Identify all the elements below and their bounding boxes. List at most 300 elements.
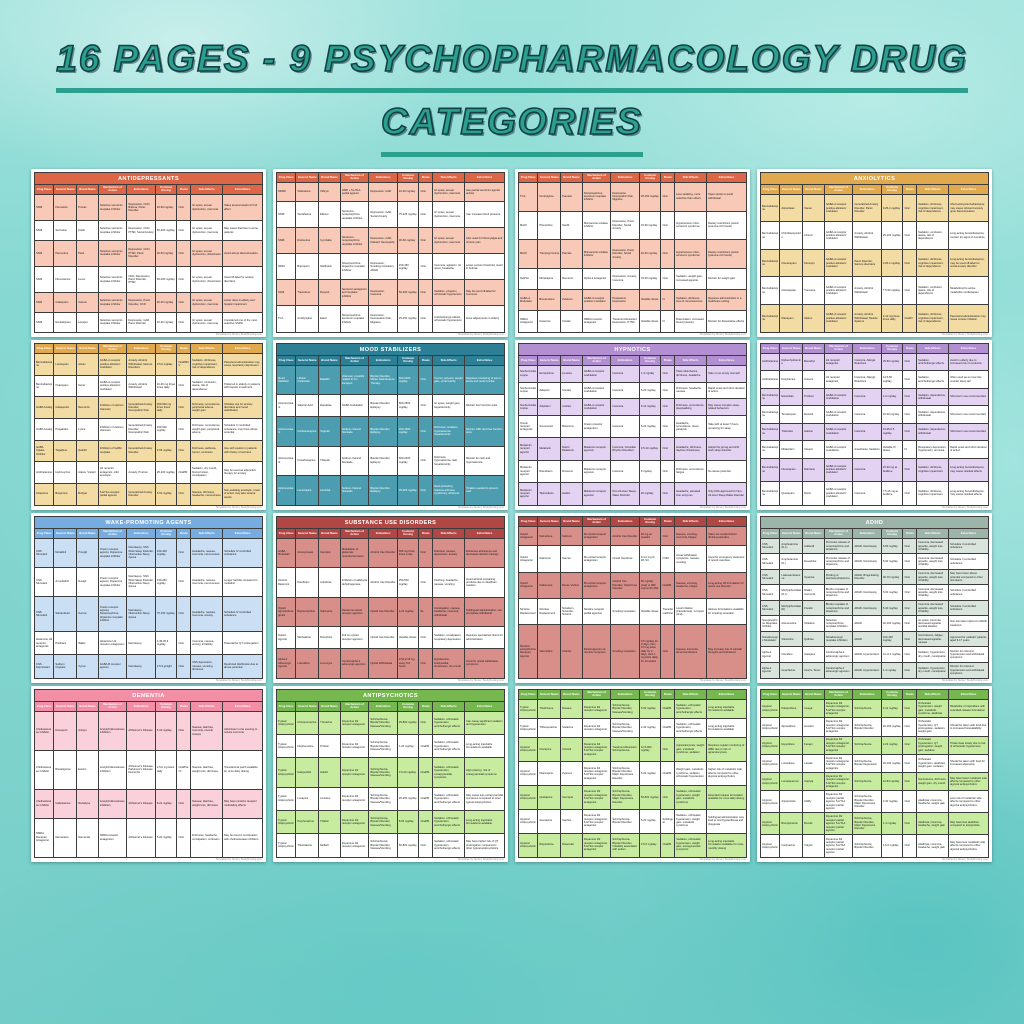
- table-cell: Insomnia, decreased appetite, weight loss, irritability: [917, 585, 949, 601]
- table-cell: Norepinephrine-serotonin reuptake inhibitor: [340, 306, 369, 332]
- table-cell: Mu opioid receptor antagonism: [582, 526, 611, 546]
- table-cell: 5-60 mg/day: [639, 699, 661, 718]
- table-cell: Orthostatic hypotension, QT prolongation, weight gain, sedation: [917, 736, 949, 754]
- table-cell: Dietary restrictions (avoid tyramine-rich foods): [707, 211, 747, 240]
- table-cell: Gabapentin: [54, 397, 77, 419]
- column-header: Common Dosing: [639, 173, 661, 183]
- table-cell: Invega: [803, 699, 825, 717]
- column-header: Side Effects: [675, 173, 707, 183]
- table-cell: Alzheimer's Disease: [127, 818, 156, 857]
- table-cell: Oral: [177, 240, 191, 266]
- table-cell: May cause complex sleep-related behaviors: [707, 399, 747, 416]
- table-row: [761, 304, 989, 332]
- table-cell: Insomnia, decreased appetite, weight loss, irritability: [917, 600, 949, 616]
- table-cell: 0.25-4 mg/day: [881, 194, 903, 222]
- table-cell: Anxiety, Pruritus: [127, 462, 156, 484]
- table-cell: Focalin: [803, 600, 825, 616]
- table-cell: Promotes release of norepinephrine and dopamine: [824, 538, 853, 554]
- table-cell: 5-10 mg/day: [155, 711, 177, 750]
- table-row: [277, 597, 505, 626]
- table-cell: Aripiprazole: [780, 791, 803, 813]
- table-cell: Diazepam: [780, 304, 803, 332]
- table-cell: SNRI: [277, 228, 296, 254]
- table-cell: Oral: [903, 600, 917, 616]
- table-cell: Viloxazine: [780, 631, 803, 647]
- table-cell: Remeron: [561, 268, 583, 289]
- table-cell: Dopamine D2 receptor antagonist, 5-HT2A receptor antagonist: [582, 761, 611, 785]
- table-cell: Amitriptyline: [296, 306, 319, 332]
- table-cell: Oral: [419, 711, 433, 734]
- table-cell: Sedation, dependence, withdrawal: [917, 423, 949, 440]
- table-cell: Narcolepsy, Shift Work Sleep Disorder, Obstructive Sleep Apnea: [127, 568, 156, 597]
- table-cell: Short-term use recommended: [949, 388, 989, 405]
- table-cell: Oral: [661, 785, 675, 809]
- table-cell: Oral: [419, 280, 433, 306]
- table-cell: Atypical Antipsychotic: [519, 833, 538, 857]
- table-cell: GABA-A receptor positive allosteric modulator: [824, 249, 853, 277]
- table-cell: Bipolar Disorder, Mania, Maintenance Therapy: [369, 365, 398, 394]
- table-cell: Effexor: [319, 202, 341, 228]
- table-cell: Oxcarbazepine: [296, 446, 319, 475]
- column-header: Brand Name: [319, 173, 341, 183]
- table-cell: Depakote: [319, 395, 341, 417]
- table-cell: Hypertensive crisis, serotonin syndrome: [675, 211, 707, 240]
- page-footer-credit: Templates by Nurse | StudyNursing.com: [699, 506, 746, 509]
- column-header: Route: [903, 529, 917, 539]
- column-header: Extra Notes: [707, 356, 747, 366]
- table-cell: Pamelor: [561, 182, 583, 211]
- table-cell: Oral: [177, 711, 191, 750]
- table-cell: Oral: [177, 818, 191, 857]
- column-header: Side Effects: [433, 173, 465, 183]
- table-cell: Prodrug of dextroamphetamine: [824, 569, 853, 585]
- column-header: Generic Name: [54, 702, 77, 712]
- table-cell: Chlorpromazine: [296, 711, 319, 734]
- table-cell: Longer half-life compared to modafinil: [223, 568, 263, 597]
- table-cell: Melatonin receptor agonism: [582, 460, 611, 482]
- table-cell: 200-1600 mg/day: [397, 417, 419, 446]
- column-header: Common Dosing: [397, 173, 419, 183]
- table-cell: IV/IM: [661, 546, 675, 572]
- column-header: Indications: [853, 185, 882, 195]
- table-cell: CNS Stimulant: [761, 585, 780, 601]
- table-cell: Benzodiazepine: [761, 388, 780, 405]
- table-cell: Respiratory depression, hypotension, amnesia: [917, 441, 949, 458]
- table-cell: Melatonin receptor agonism: [582, 438, 611, 460]
- table-cell: Anesthesia, Sedation: [853, 441, 882, 458]
- table-cell: 1-4 mg/day: [881, 813, 903, 835]
- table-cell: Provigil: [77, 538, 99, 567]
- column-header: Generic Name: [538, 690, 561, 700]
- column-header: Route: [177, 529, 191, 539]
- table-cell: GI upset, sexual dysfunction, insomnia: [191, 312, 223, 332]
- table-cell: 15-45 mg/day: [639, 268, 661, 289]
- table-cell: Sodium channel blockade: [340, 476, 369, 505]
- table-row: [761, 647, 989, 663]
- table-cell: Sedation, orthostatic hypotension, extrapyramidal symptoms: [433, 758, 465, 787]
- column-header: Generic Name: [54, 529, 77, 539]
- table-cell: Nausea, insomnia, abnormal dreams: [675, 625, 707, 678]
- table-cell: Belsomra: [561, 415, 583, 437]
- table-cell: Benadryl: [803, 353, 825, 370]
- table-cell: Oral: [903, 616, 917, 632]
- table-cell: Atypical Antipsychotic: [761, 718, 780, 736]
- table-cell: Oral: [903, 554, 917, 570]
- table-cell: Atypical Antipsychotic: [519, 809, 538, 833]
- table-cell: Phenelzine: [538, 211, 561, 240]
- table-cell: Used for opioid withdrawal symptoms: [465, 649, 505, 678]
- table-cell: Schizophrenia, Bipolar Disorder, Nausea/Vomiting: [369, 735, 398, 758]
- table-cell: Bipolar Disorder, Epilepsy: [369, 417, 398, 446]
- table-row: [761, 791, 989, 813]
- table-cell: 0.1-0.4 mg/day: [881, 647, 903, 663]
- table-cell: Xanax: [803, 194, 825, 222]
- table-row: [519, 483, 747, 505]
- table-cell: Blocks reuptake of norepinephrine and dopamine: [824, 600, 853, 616]
- table-cell: Benzodiazepine: [761, 249, 780, 277]
- table-cell: Varenicline: [538, 625, 561, 678]
- table-row: [519, 699, 747, 718]
- table-cell: Oral/IM: [419, 735, 433, 758]
- column-header: Mechanism of Action: [340, 173, 369, 183]
- table-cell: 25-200 mg/day: [397, 476, 419, 505]
- column-header: Drug Class: [277, 356, 296, 366]
- table-cell: Bupropion: [296, 254, 319, 280]
- table-cell: 1.5-6 mg/day: [881, 835, 903, 857]
- table-cell: Antihistamine: [35, 462, 54, 484]
- table-row: [761, 249, 989, 277]
- column-header: Generic Name: [296, 356, 319, 366]
- column-header: Brand Name: [561, 356, 583, 366]
- table-cell: Sedation, orthostatic hypotension, anticholinergic effects: [433, 711, 465, 734]
- table-cell: 2-40 mg/day: [639, 718, 661, 737]
- column-header: Drug Class: [761, 690, 780, 700]
- table-row: [519, 289, 747, 310]
- table-cell: Dopamine D2 receptor antagonist, 5-HT2A receptor antagonist: [582, 809, 611, 833]
- column-header: Side Effects: [433, 529, 465, 539]
- table-cell: Tranylcypromine: [538, 240, 561, 269]
- table-cell: Narcolepsy, Shift Work Sleep Disorder, Obstructive Sleep Apnea: [127, 538, 156, 567]
- table-row: [277, 834, 505, 857]
- table-cell: Nausea, vomiting, headache, fatigue: [675, 572, 707, 598]
- table-cell: Iloperidone: [780, 736, 803, 754]
- table-cell: Citalopram: [54, 293, 77, 313]
- table-cell: Depression, Insomnia: [369, 280, 398, 306]
- table-row: [519, 572, 747, 598]
- table-cell: GI upset, sexual dysfunction, insomnia: [191, 194, 223, 220]
- table-cell: Dolophine: [319, 627, 341, 649]
- table-cell: Triazolam: [780, 423, 803, 440]
- table-cell: Schizophrenia: [853, 736, 882, 754]
- table-row: [519, 438, 747, 460]
- column-header: Extra Notes: [949, 185, 989, 195]
- table-cell: Headache, dizziness, daytime drowsiness: [675, 438, 707, 460]
- table-cell: Alcohol Use Disorder: [611, 526, 640, 546]
- column-header: Extra Notes: [223, 702, 263, 712]
- table-cell: Valproic Acid: [296, 395, 319, 417]
- table-cell: Perphenazine: [296, 810, 319, 833]
- table-cell: NMDA Receptor Antagonist: [35, 818, 54, 857]
- table-cell: Aricept: [77, 711, 99, 750]
- table-cell: Noradrenergic reuptake inhibition: [824, 631, 853, 647]
- table-cell: Alcohol Deterrent: [277, 568, 296, 597]
- table-cell: Campral: [319, 538, 341, 567]
- page-footer-credit: Templates by Nurse | StudyNursing.com: [457, 679, 504, 682]
- table-cell: Insomnia: [611, 460, 640, 482]
- table-row: [761, 754, 989, 772]
- table-cell: Oral: [903, 585, 917, 601]
- table-cell: 666 mg three times a day: [397, 538, 419, 567]
- table-cell: Insomnia, Circadian Rhythm Disorders: [611, 438, 640, 460]
- table-cell: Luvox: [77, 267, 99, 293]
- table-cell: 2-30 mg/day: [881, 791, 903, 813]
- table-row: [35, 538, 263, 567]
- table-cell: Higher risk of metabolic side effects compared to other atypical antipsychotics: [707, 761, 747, 785]
- column-header: Drug Class: [35, 702, 54, 712]
- table-cell: Sedation, dry mouth, blurred vision, constipation: [191, 462, 223, 484]
- table-cell: Monitor liver function tests: [465, 395, 505, 417]
- table-cell: Xyrem: [77, 655, 99, 678]
- table-cell: Latuda: [803, 754, 825, 772]
- table-cell: Oral: [177, 312, 191, 332]
- table-cell: Sedation, anticholinergic effects: [917, 353, 949, 370]
- table-cell: Lucemyra: [319, 649, 341, 678]
- table-row: [277, 649, 505, 678]
- table-cell: Melatonin receptor agonist: [519, 460, 538, 482]
- table-cell: 0.5-10 mg/day: [639, 438, 661, 460]
- column-header: Indications: [369, 529, 398, 539]
- column-header: Indications: [369, 356, 398, 366]
- table-cell: Non-24-Hour Sleep-Wake Disorder: [611, 483, 640, 505]
- column-header: Indications: [127, 185, 156, 195]
- table-cell: Oral/IM: [661, 833, 675, 857]
- table-cell: Depression, Panic Disorder, Social Anxiety: [611, 211, 640, 240]
- table-cell: Oral: [661, 526, 675, 546]
- table-cell: Oral/IM: [661, 572, 675, 598]
- table-cell: Insomnia: [853, 458, 882, 481]
- column-header: Side Effects: [917, 185, 949, 195]
- table-cell: Quetiapine: [538, 785, 561, 809]
- table-cell: Oral: [419, 417, 433, 446]
- column-header: Route: [419, 173, 433, 183]
- column-header: Extra Notes: [465, 529, 505, 539]
- table-cell: Memantine: [54, 818, 77, 857]
- column-header: Mechanism of Action: [582, 517, 611, 527]
- table-cell: 4-56 mg/day: [155, 440, 177, 462]
- column-header: Generic Name: [296, 702, 319, 712]
- table-cell: Depression, Neuropathic Pain, Migraine: [369, 306, 398, 332]
- table-cell: 15-30 mg/day: [881, 406, 903, 423]
- table-row: [761, 277, 989, 305]
- table-cell: Generalized Anxiety Disorder: [127, 440, 156, 462]
- table-cell: Orexin receptor agonist, Dopamine reuptake inhibitor: [98, 568, 127, 597]
- table-cell: H1 receptor antagonist: [824, 353, 853, 370]
- table-row: [35, 440, 263, 462]
- column-header: Generic Name: [538, 517, 561, 527]
- table-row: [761, 406, 989, 423]
- table-cell: GI upset, weight gain, hepatotoxicity: [433, 395, 465, 417]
- page-footer-credit: Templates by Nurse | StudyNursing.com: [941, 858, 988, 861]
- table-cell: Parnate: [561, 240, 583, 269]
- column-header: Drug Class: [519, 173, 538, 183]
- table-cell: Oral: [419, 446, 433, 475]
- table-cell: Oral: [903, 277, 917, 305]
- column-header: Brand Name: [77, 529, 99, 539]
- table-cell: Dopamine D2 receptor antagonist: [582, 718, 611, 737]
- column-header: Drug Class: [35, 185, 54, 195]
- table-cell: Geodon: [803, 718, 825, 736]
- drug-table: [518, 689, 747, 858]
- table-cell: ADHD, Narcolepsy: [853, 585, 882, 601]
- table-cell: Generalized Anxiety Disorder, Panic Disorder: [853, 194, 882, 222]
- table-cell: 250-500 mg/day: [397, 568, 419, 597]
- table-cell: 5-20 mg/day: [639, 761, 661, 785]
- table-cell: 30-60 mg/day: [397, 228, 419, 254]
- column-header: Route: [419, 356, 433, 366]
- table-cell: Short-acting benzodiazepine; may cause rebound anxiety upon discontinuation: [949, 194, 989, 222]
- table-cell: Benzodiazepine: [761, 194, 780, 222]
- table-cell: Lurasidone: [780, 754, 803, 772]
- table-cell: Narcan: [561, 546, 583, 572]
- table-cell: 8-64 mg/day: [397, 810, 419, 833]
- table-cell: 25-100 mg/day: [881, 222, 903, 250]
- table-row: [35, 462, 263, 484]
- table-cell: Risperidone: [538, 833, 561, 857]
- column-header: Brand Name: [319, 702, 341, 712]
- table-row: [277, 417, 505, 446]
- table-cell: Stelazine: [561, 718, 583, 737]
- table-cell: Oral: [419, 202, 433, 228]
- table-cell: Long-acting injectable formulation available for once-monthly dosing: [707, 833, 747, 857]
- column-header: Side Effects: [917, 690, 949, 700]
- table-cell: Oral: [903, 631, 917, 647]
- column-header: Mechanism of Action: [340, 529, 369, 539]
- table-cell: Insomnia, Allergic Reactions: [853, 371, 882, 388]
- table-cell: 0.5-6 mg/day: [155, 353, 177, 375]
- table-cell: Lower dose in elderly and hepatic impairment: [223, 293, 263, 313]
- table-cell: Acamprosate: [296, 538, 319, 567]
- table-cell: Dietary restrictions (avoid tyramine-rich foods): [707, 240, 747, 269]
- table-cell: Long-acting benzodiazepine; may be used off-label for social anxiety disorder: [949, 249, 989, 277]
- table-cell: Nonbenzodiazepine: [519, 399, 538, 416]
- table-cell: Methylphenidate (D,L): [780, 585, 803, 601]
- table-cell: 50-800 mg/day: [397, 834, 419, 857]
- table-cell: Cholinesterase Inhibitor: [35, 711, 54, 750]
- table-cell: High potency, risk of extrapyramidal symptoms: [465, 758, 505, 787]
- table-cell: Viibryd: [319, 182, 341, 201]
- table-cell: Dopamine D2 receptor antagonist, 5-HT2A receptor antagonist: [582, 737, 611, 761]
- table-cell: SSRI + 5-HT1A partial agonist: [340, 182, 369, 201]
- table-cell: Take with at least 7 hours remaining for sleep: [707, 415, 747, 437]
- table-cell: Oral: [177, 568, 191, 597]
- table-cell: Depression, Anxiety, Insomnia: [611, 268, 640, 289]
- column-header: Common Dosing: [155, 185, 177, 195]
- page-card: [273, 686, 508, 862]
- table-cell: Promotes release of norepinephrine and dopamine: [824, 554, 853, 570]
- table-row: [277, 202, 505, 228]
- page-category-title: DEMENTIA: [34, 689, 263, 701]
- table-cell: Anticonvulsant: [277, 417, 296, 446]
- table-cell: Serotonin-norepinephrine reuptake inhibitor: [340, 202, 369, 228]
- column-header: Drug Class: [519, 690, 538, 700]
- table-cell: Serax: [77, 375, 99, 397]
- table-cell: GABA Modulator: [277, 538, 296, 567]
- table-cell: Tremor, polyuria, weight gain, renal toxicity: [433, 365, 465, 394]
- table-cell: Long-acting benzodiazepine, may cause residual effects: [949, 481, 989, 505]
- table-cell: Alprazolam: [780, 194, 803, 222]
- column-header: Indications: [853, 529, 882, 539]
- table-cell: 20-160 mg/day: [881, 718, 903, 736]
- column-header: Side Effects: [433, 702, 465, 712]
- table-cell: Atypical Antipsychotic: [761, 736, 780, 754]
- table-cell: Avoid in elderly due to increased risk of confusion: [949, 353, 989, 370]
- table-cell: Melatonin: [538, 438, 561, 460]
- table-cell: Antihistamine: [761, 353, 780, 370]
- table-cell: Histamine H3 receptor antagonist: [35, 632, 54, 655]
- table-cell: NMDA receptor antagonism: [98, 818, 127, 857]
- table-cell: Sedation, dizziness, cognitive impairment, risk of dependence: [191, 353, 223, 375]
- table-row: [35, 597, 263, 632]
- table-cell: GABA-A receptor positive allosteric modulator: [824, 194, 853, 222]
- table-cell: Depression, OCD, PTSD, Panic Disorder: [127, 240, 156, 266]
- page-footer-credit: Templates by Nurse | StudyNursing.com: [215, 506, 262, 509]
- table-cell: Thioridazine: [296, 834, 319, 857]
- table-cell: Revia, Vivitrol: [561, 572, 583, 598]
- table-cell: GABA-A receptor modulation: [582, 399, 611, 416]
- table-cell: Dizziness, somnolence, sleepwalking: [675, 399, 707, 416]
- page-footer-credit: Templates by Nurse | StudyNursing.com: [215, 679, 262, 682]
- table-cell: Can increase blood pressure: [465, 202, 505, 228]
- table-cell: Vyvanse: [803, 569, 825, 585]
- table-row: [35, 312, 263, 332]
- table-cell: Modulation of glutamate neurotransmission: [340, 538, 369, 567]
- table-cell: Oral: [661, 438, 675, 460]
- table-cell: Opioid Antagonist: [519, 546, 538, 572]
- column-header: Indications: [853, 690, 882, 700]
- table-row: [519, 399, 747, 416]
- table-cell: Buspirone: [54, 483, 77, 505]
- column-header: Indications: [127, 344, 156, 354]
- table-cell: Monitor for weight gain: [707, 268, 747, 289]
- table-cell: Fluoxetine: [54, 194, 77, 220]
- page-card: [757, 169, 992, 337]
- table-cell: Inhibition of aldehyde dehydrogenase: [340, 568, 369, 597]
- table-cell: Quazepam: [780, 481, 803, 505]
- table-cell: 0.5 mg/day for 3 days, then 0.5 mg twice daily for 4 days, then 1 mg twice daily for 12 weeks: [639, 625, 661, 678]
- table-cell: May increase risk of suicidal thoughts and behaviors: [707, 625, 747, 678]
- table-cell: Opioid Antagonist: [519, 526, 538, 546]
- table-cell: 10-30 mg three times daily: [155, 375, 177, 397]
- table-cell: Transdermal/Oral: [661, 598, 675, 624]
- table-cell: Taper slowly to avoid withdrawal: [707, 182, 747, 211]
- table-cell: Depression, OCD, Bulimia, Panic Disorder: [127, 194, 156, 220]
- table-cell: 7.5-90 mg/day: [881, 277, 903, 305]
- page-card: [31, 169, 266, 337]
- table-cell: Anticonvulsant: [277, 476, 296, 505]
- table-cell: Cymbalta: [319, 228, 341, 254]
- table-cell: 40-100 mg/day: [881, 616, 903, 632]
- table-cell: Avoid alcohol-containing products due to disulfiram reaction: [465, 568, 505, 597]
- column-header: Route: [177, 344, 191, 354]
- table-cell: Oral: [903, 736, 917, 754]
- table-cell: Dizziness, somnolence, fatigue: [675, 460, 707, 482]
- table-row: [761, 773, 989, 791]
- table-cell: Can cause significant sedation and hypotension: [465, 711, 505, 734]
- table-row: [761, 458, 989, 481]
- table-cell: Rozerem: [561, 460, 583, 482]
- table-cell: Oral: [661, 382, 675, 399]
- table-cell: Dopamine D2 receptor antagonist, 5-HT2A receptor antagonist: [824, 736, 853, 754]
